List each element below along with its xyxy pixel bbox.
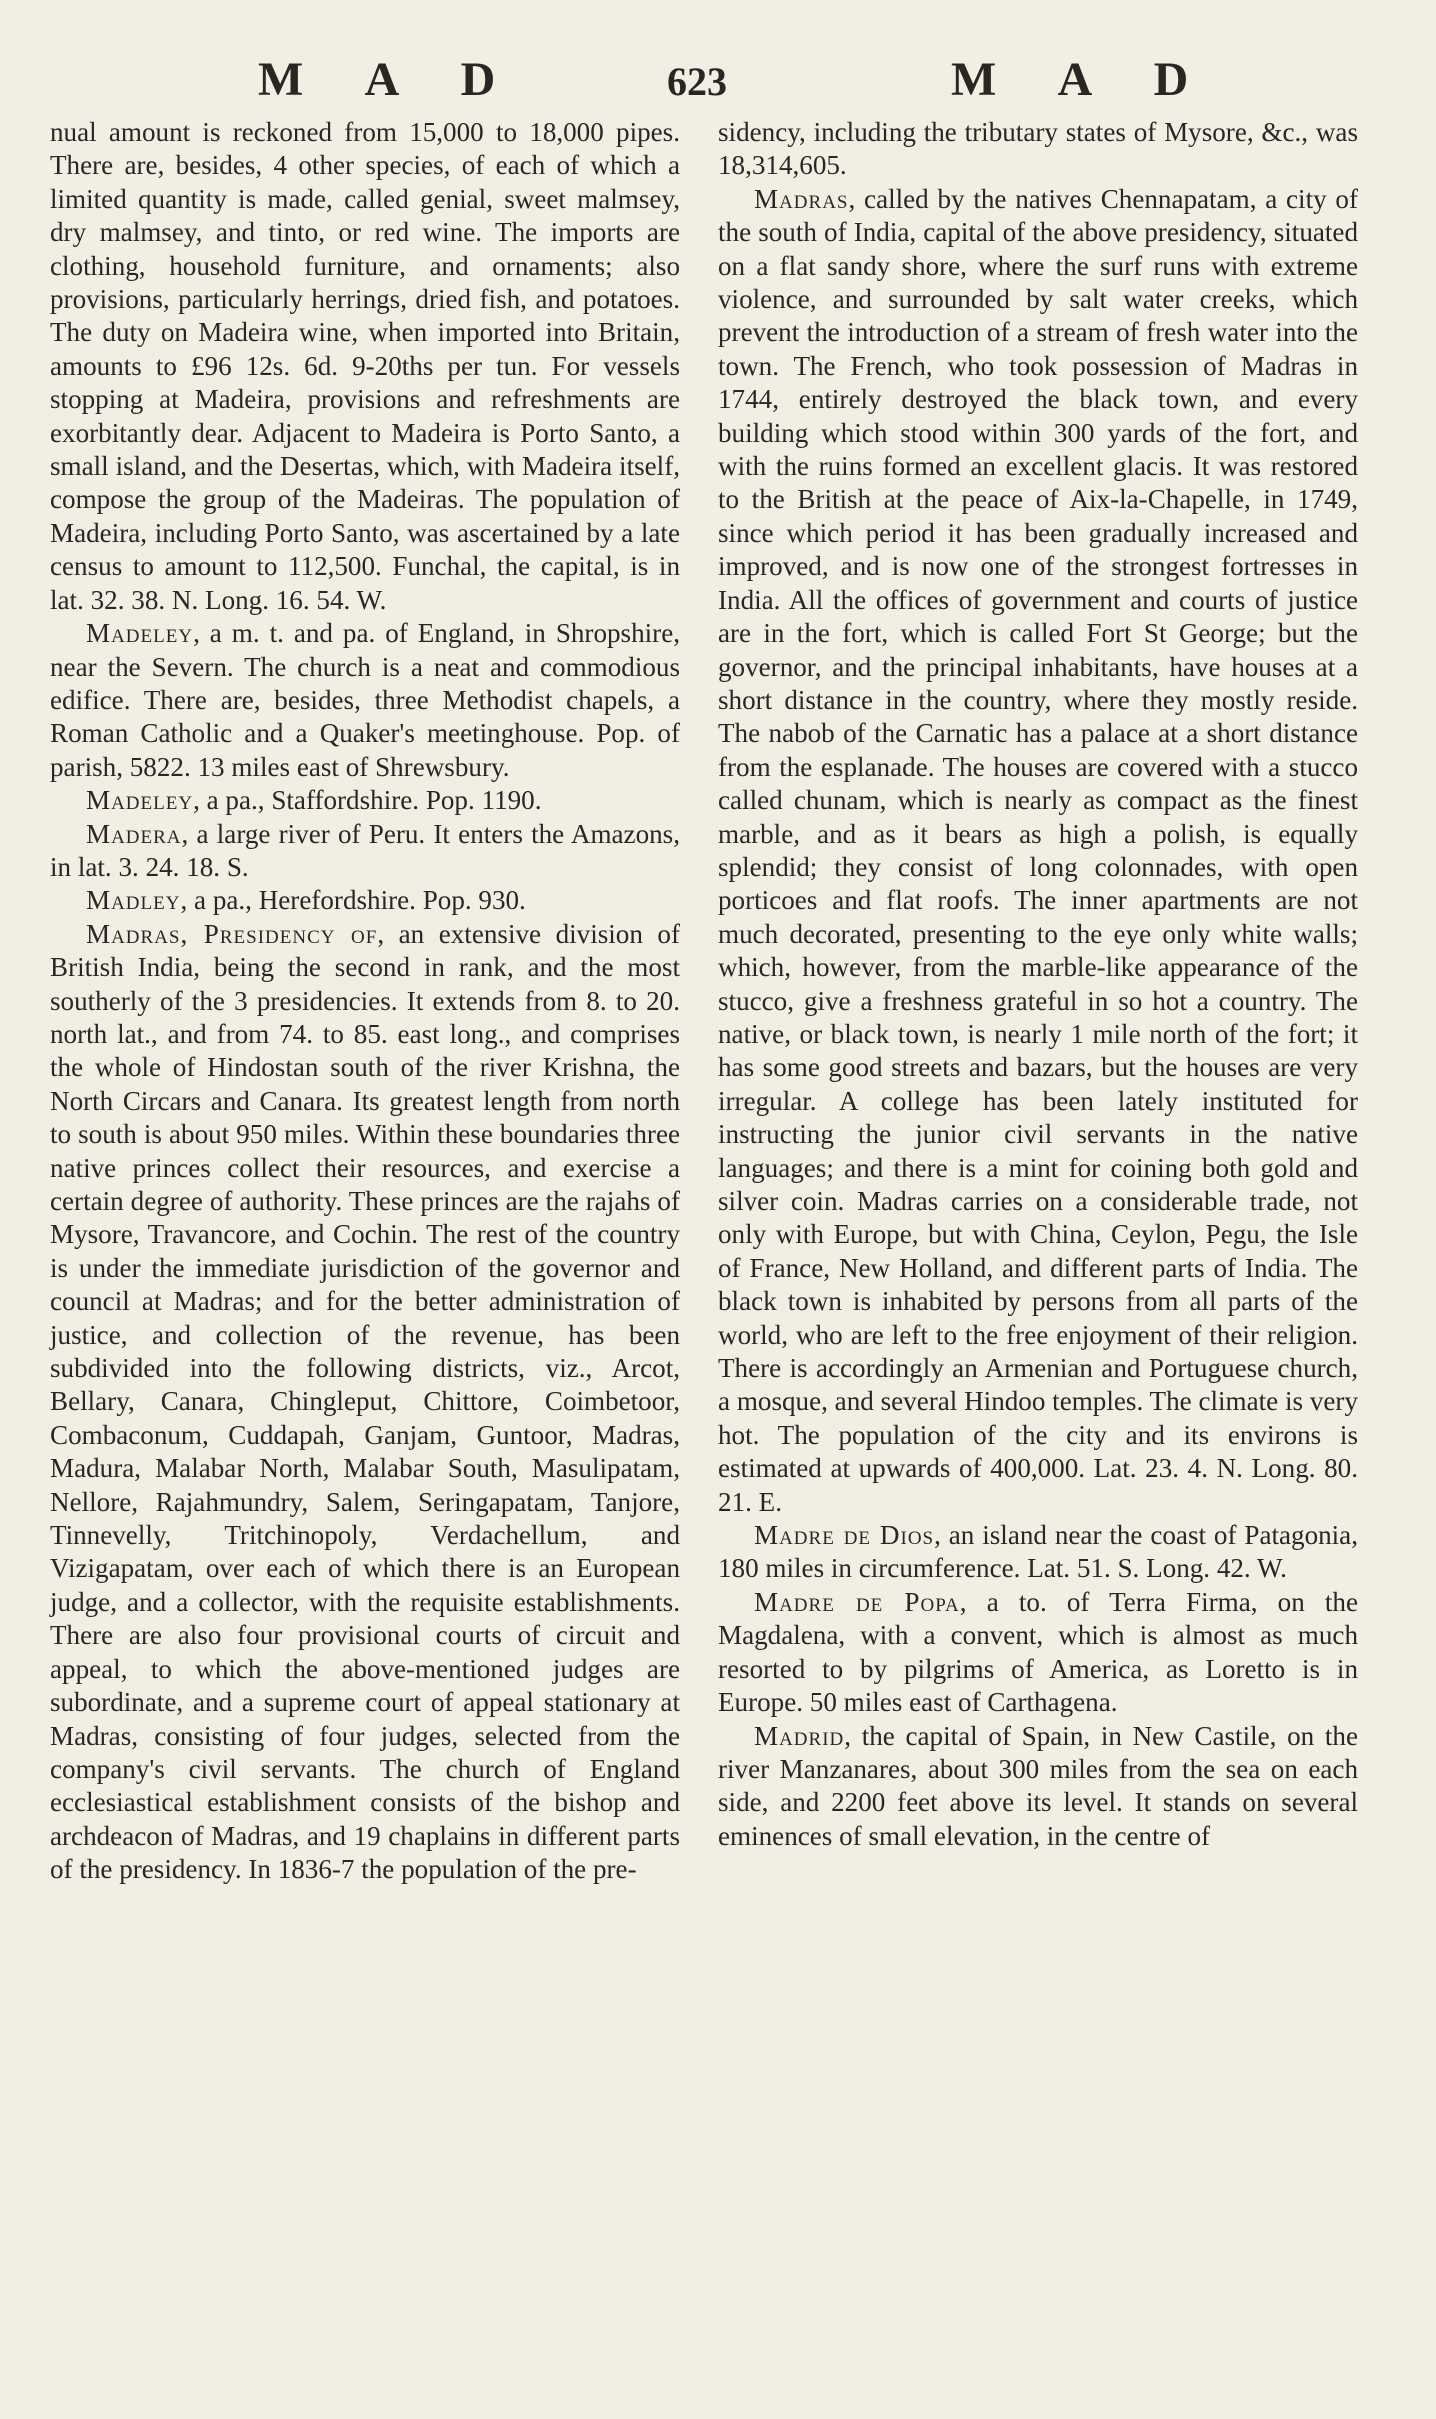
entry-madre-de-popa: Madre de Popa, a to. of Terra Firma, on the Magdalena, with a convent, which is almost as much resorted to by pilgrims of America, as Loretto is in Europe. 50 miles east of Carthagena. bbox=[718, 1586, 1358, 1718]
entry-madrid: Madrid, the capital of Spain, in New Castile, on the river Manzanares, about 300 miles from the sea on each side, and 2200 feet above its level. It stands on several eminences of small elevation, in the centre of bbox=[718, 1720, 1358, 1851]
running-header bbox=[0, 52, 1436, 112]
headword: Madras bbox=[754, 183, 849, 214]
page-number: 623 bbox=[667, 59, 727, 104]
entry-continuation: sidency, including the tributary states of Mysore, &c., was 18,314,605. bbox=[718, 117, 1358, 181]
entry-madera: Madera, a large river of Peru. It enters the Amazons, in lat. 3. 24. 18. S. bbox=[50, 818, 680, 882]
headword: Madras, Presidency of bbox=[86, 918, 378, 949]
headword: Madeley bbox=[86, 618, 194, 649]
entry-madras-city: Madras, called by the natives Chennapatam, a city of the south of India, capital of the above presidency, situated on a flat sandy shore, where the surf runs with extreme violence, and surrounded by salt water creeks, which prevent the introduction of a stream of fresh water into the town. The French, who took possession of Madras in 1744, entirely destroyed the black town, and every building which stood within 300 yards of the fort, and with the ruins formed an excellent glacis. It was restored to the British at the peace of Aix-la-Chapelle, in 1749, since which period it has been gradually increased and improved, and is now one of the strongest fortresses in India. All the offices of government and courts of justice are in the fort, which is called Fort St George; but the governor, and the principal inhabitants, have houses at a short distance in the country, where they mostly reside. The nabob of the Carnatic has a palace at a short distance from the esplanade. The houses are covered with a stucco called chunam, which is nearly as compact as the finest marble, and as it bears as high a polish, is equally splendid; they consist of long colonnades, with open porticoes and flat roofs. The inner apartments are not much decorated, presenting to the eye only white walls; which, however, from the marble-like appearance of the stucco, give a freshness grateful in so hot a country. The native, or black town, is nearly 1 mile north of the fort; it has some good streets and bazars, but the houses are very irregular. A college has been lately instituted for instructing the junior civil servants in the native languages; and there is a mint for coining both gold and silver coin. Madras carries on a considerable trade, not only with Europe, but with China, Ceylon, Pegu, the Isle of France, New Holland, and different parts of India. The black town is inhabited by persons from all parts of the world, who are left to the free enjoyment of their religion. There is accordingly an Armenian and Portuguese church, a mosque, and several Hindoo temples. The climate is very hot. The population of the city and its environs is estimated at upwards of 400,000. Lat. 23. 4. N. Long. 80. 21. E. bbox=[718, 183, 1358, 1517]
right-column bbox=[718, 116, 1358, 1853]
entry-madeley-staffordshire: Madeley, a pa., Staffordshire. Pop. 1190. bbox=[86, 785, 542, 816]
entry-madras-presidency: Madras, Presidency of, an extensive division of British India, being the second in rank, and the most southerly of the 3 presidencies. It extends from 8. to 20. north lat., and from 74. to 85. east long., and comprises the whole of Hindostan south of the river Krishna, the North Circars and Canara. Its greatest length from north to south is about 950 miles. Within these boundaries three native princes collect their resources, and exercise a certain degree of authority. These princes are the rajahs of Mysore, Travancore, and Cochin. The rest of the country is under the immediate jurisdiction of the governor and council at Madras; and for the better administration of justice, and collection of the revenue, has been subdivided into the following districts, viz., Arcot, Bellary, Canara, Chingleput, Chittore, Coimbetoor, Combaconum, Cuddapah, Ganjam, Guntoor, Madras, Madura, Malabar North, Malabar South, Masulipatam, Nellore, Rajahmundry, Salem, Seringapatam, Tanjore, Tinnevelly, Tritchinopoly, Verdachellum, and Vizigapatam, over each of which there is an European judge, and a collector, with the requisite establishments. There are also four provisional courts of circuit and appeal, to which the above-mentioned judges are subordinate, and a supreme court of appeal stationary at Madras, consisting of four judges, selected from the company's civil servants. The church of England ecclesiastical establishment consists of the bishop and archdeacon of Madras, and 19 chaplains in different parts of the presidency. In 1836-7 the population of the pre- bbox=[50, 918, 680, 1885]
entry-madeley-shropshire: Madeley, a m. t. and pa. of England, in Shropshire, near the Severn. The church is a neat and commodious edifice. There are, besides, three Methodist chapels, a Roman Catholic and a Quaker's meetinghouse. Pop. of parish, 5822. 13 miles east of Shrewsbury. bbox=[50, 618, 680, 782]
headword: Madre de Dios bbox=[754, 1520, 935, 1551]
entry-continuation: nual amount is reckoned from 15,000 to 18,000 pipes. There are, besides, 4 other species, of each of which a limited quantity is made, called genial, sweet malmsey, dry malmsey, and tinto, or red wine. The imports are clothing, household furniture, and ornaments; also provisions, particularly herrings, dried fish, and potatoes. The duty on Madeira wine, when imported into Britain, amounts to £96 12s. 6d. 9-20ths per tun. For vessels stopping at Madeira, provisions and refreshments are exorbitantly dear. Adjacent to Madeira is Porto Santo, a small island, and the Desertas, which, with Madeira itself, compose the group of the Madeiras. The population of Madeira, including Porto Santo, was ascertained by a late census to amount to 112,500. Funchal, the capital, is in lat. 32. 38. N. Long. 16. 54. W. bbox=[50, 117, 680, 615]
headword: Madera bbox=[86, 818, 182, 849]
headword: Madrid bbox=[754, 1720, 845, 1751]
entry-madre-de-dios: Madre de Dios, an island near the coast of Patagonia, 180 miles in circumference. Lat. 51. S. Long. 42. W. bbox=[718, 1520, 1358, 1584]
headword: Madre de Popa bbox=[754, 1586, 960, 1617]
headword: Madley bbox=[86, 885, 181, 916]
headword: Madeley bbox=[86, 785, 194, 816]
left-column bbox=[50, 116, 680, 1887]
entry-madley: Madley, a pa., Herefordshire. Pop. 930. bbox=[86, 885, 526, 916]
header-right: M A D bbox=[951, 53, 1215, 106]
header-left: M A D bbox=[258, 53, 522, 106]
